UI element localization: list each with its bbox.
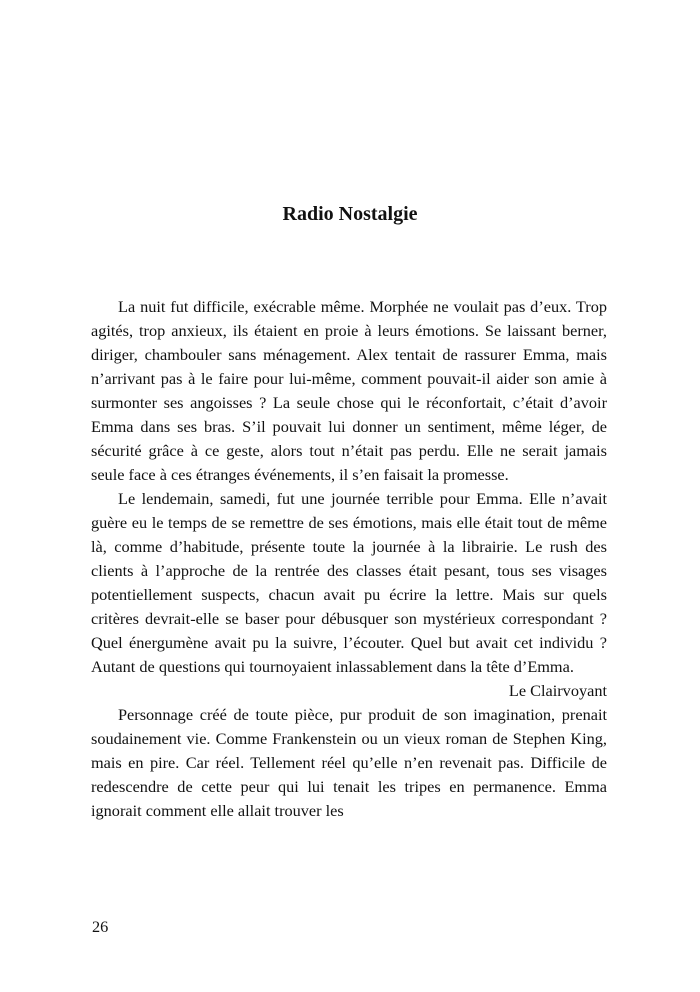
- paragraph-1: La nuit fut difficile, exécrable même. Morphée ne voulait pas d’eux. Trop agités, trop anxieux, ils étaient en proie à leurs émotions. Se laissant berner, diriger, chambouler sans ménagement. Alex tentait de rassurer Emma, mais n’arrivant pas à le faire pour lui-même, comment pouvait-il aider son amie à surmonter ses angoisses ? La seule chose qui le réconfortait, c’était d’avoir Emma dans ses bras. S’il pouvait lui donner un sentiment, même léger, de sécurité grâce à ce geste, alors tout n’était pas perdu. Elle ne serait jamais seule face à ces étranges événements, il s’en faisait la promesse.: [91, 297, 607, 484]
- body-text: [91, 295, 607, 823]
- paragraph-2: Le lendemain, samedi, fut une journée terrible pour Emma. Elle n’avait guère eu le temps de se remettre de ses émotions, mais elle était tout de même là, comme d’habitude, présente toute la journée à la librairie. Le rush des clients à l’approche de la rentrée des classes était pesant, tous ses visages potentiellement suspects, chacun avait pu écrire la lettre. Mais sur quels critères devrait-elle se baser pour débusquer son mystérieux correspondant ? Quel énergumène avait pu la suivre, l’écouter. Quel but avait cet individu ? Autant de questions qui tournoyaient inlassablement dans la tête d’Emma.: [91, 489, 607, 676]
- letter-signature: Le Clairvoyant: [508, 681, 607, 700]
- page-number: 26: [92, 917, 109, 936]
- chapter-title: Radio Nostalgie: [282, 203, 418, 225]
- paragraph-3: Personnage créé de toute pièce, pur produit de son imagination, prenait soudainement vie. Comme Frankenstein ou un vieux roman de Stephen King, mais en pire. Car réel. Tellement réel qu’elle n’en revenait pas. Difficile de redescendre de cette peur qui lui tenait les tripes en permanence. Emma ignorait comment elle allait trouver les: [91, 705, 607, 820]
